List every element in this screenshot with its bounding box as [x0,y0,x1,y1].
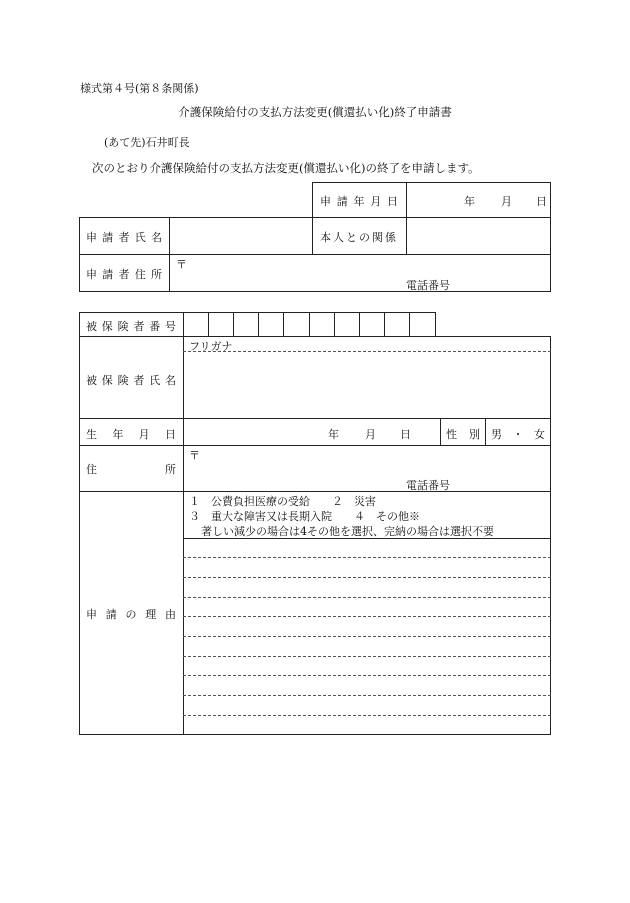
birth-date-label: 生 年 月 日 [86,428,176,441]
insured-name-label: 被 保 険 者 氏 名 [86,374,176,387]
applicant-name-field[interactable] [170,218,312,254]
relation-field[interactable] [407,218,550,254]
insured-postal-mark: 〒 [189,449,200,462]
reason-options-line-1: １ 公費負担医療の受給 ２ 災害 [189,495,376,508]
divider [406,182,407,218]
reason-note: 著しい減少の場合は4その他を選択、完納の場合は選択不要 [201,525,494,538]
applicant-phone-label: 電話番号 [406,279,450,292]
recipient: (あて先)石井町長 [104,136,190,149]
applicant-address-label: 申 請 者 住 所 [86,268,162,281]
divider [312,217,313,254]
sex-options[interactable] [491,426,545,442]
application-month-unit: 月 [501,195,512,208]
application-day-unit: 日 [536,195,547,208]
sex-separator: ・ [512,428,524,441]
furigana-label: フリガナ [189,340,233,353]
divider [440,418,441,445]
applicant-address-field[interactable] [170,255,550,291]
sex-female[interactable]: 女 [534,428,545,441]
divider [79,418,551,419]
birth-year-unit: 年 [328,428,339,441]
reason-field[interactable] [184,539,550,734]
birth-month-unit: 月 [365,428,376,441]
form-title: 介護保険給付の支払方法変更(償還払い化)終了申請書 [178,105,452,119]
sex-male[interactable]: 男 [491,428,502,441]
reason-label: 申 請 の 理 由 [86,608,176,621]
divider [79,491,551,492]
birth-day-unit: 日 [400,428,411,441]
applicant-name-label: 申 請 者 氏 名 [86,231,162,244]
insured-address-label: 住 所 [86,463,176,476]
sex-label: 性 別 [446,428,480,441]
application-year-unit: 年 [464,195,475,208]
insured-address-field[interactable] [184,446,550,490]
postal-mark: 〒 [176,258,187,271]
relation-label: 本人との関係 [320,231,398,244]
insured-name-field[interactable] [184,352,550,417]
insured-number-field[interactable] [184,313,435,336]
intro-text: 次のとおり介護保険給付の支払方法変更(償還払い化)の終了を申請します。 [92,161,480,175]
divider [485,418,486,445]
insured-phone-label: 電話番号 [406,479,450,492]
application-date-label: 申 請 年 月 日 [320,195,398,208]
reason-options-line-2: ３ 重大な障害又は長期入院 ４ その他※ [189,510,420,523]
form-number: 様式第４号(第８条関係) [80,82,199,95]
insured-number-label: 被 保 険 者 番 号 [86,320,176,333]
